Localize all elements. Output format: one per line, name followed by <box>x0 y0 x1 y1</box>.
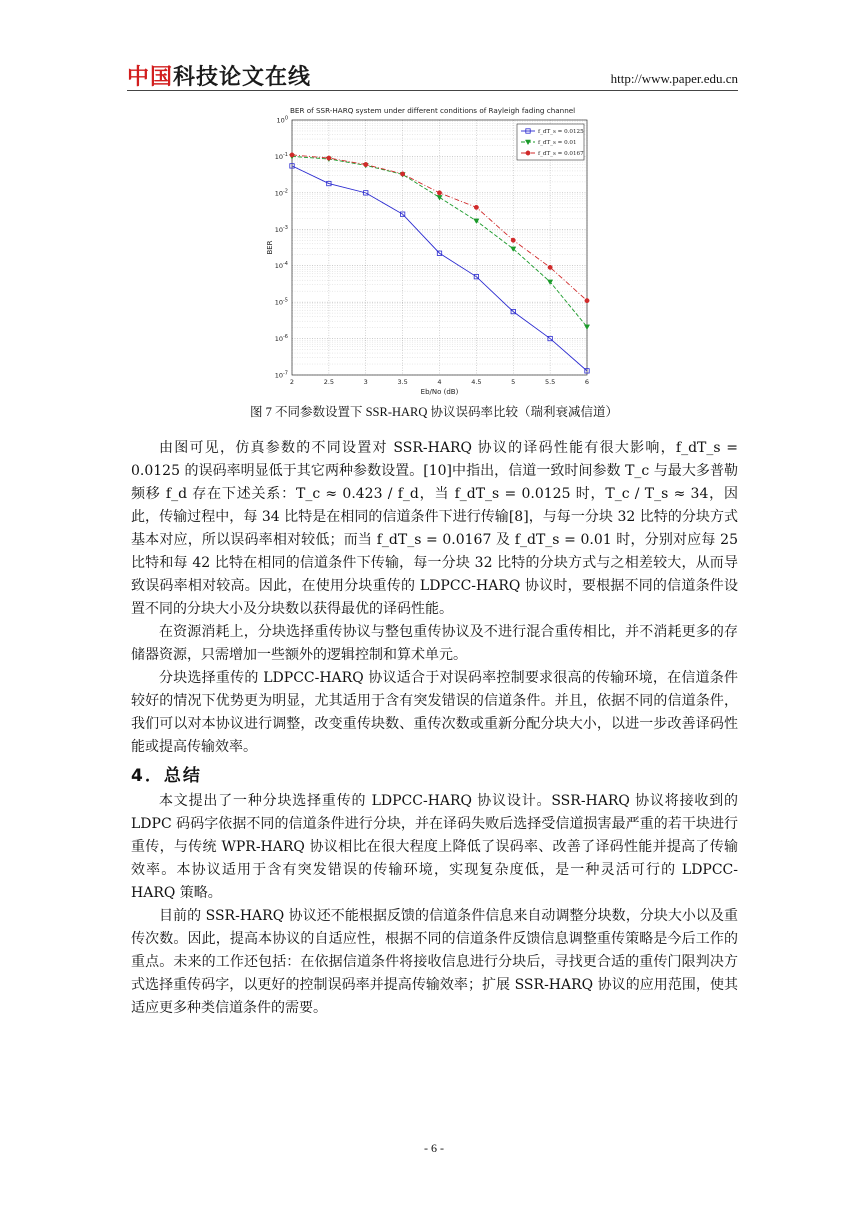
section-heading: 4．总结 <box>131 766 202 786</box>
legend-label: f_dT_s = 0.0125 <box>538 129 584 136</box>
paragraph-5: 目前的 SSR-HARQ 协议还不能根据反馈的信道条件信息来自动调整分块数，分块大小以及重传次数。因此，提高本协议的自适应性，根据不同的信道条件反馈信息调整重传策略是今后工作的重点。未来的工作还包括：在依据信道条件将接收信息进行分块后，寻找更合适的重传门限判决方式选择重传码字，以更好的控制误码率并提高传输效率；扩展 SSR-HARQ 协议的应用范围，使其适应更多种类信道条件的需要。 <box>131 908 738 1016</box>
series-3-point <box>437 191 441 195</box>
figure-caption: 图 7 不同参数设置下 SSR-HARQ 协议误码率比较（瑞利衰减信道） <box>249 405 619 419</box>
x-tick-label: 4.5 <box>471 378 482 386</box>
y-axis-label: BER <box>266 240 274 255</box>
x-tick-label: 2.5 <box>323 378 335 386</box>
x-tick-label: 3.5 <box>397 378 408 386</box>
y-tick-label: $10^0$ <box>276 115 288 125</box>
body-text <box>131 437 738 1020</box>
series-3-point <box>548 265 552 269</box>
legend-marker <box>526 151 530 155</box>
y-tick-label: $10^{-4}$ <box>274 261 288 271</box>
page-number: - 6 - <box>424 1141 444 1155</box>
y-tick-label: $10^{-2}$ <box>274 188 288 198</box>
paragraph-1: 由图可见，仿真参数的不同设置对 SSR-HARQ 协议的译码性能有很大影响，f_dT_s = 0.0125 的误码率明显低于其它两种参数设置。[10]中指出，信道一致时间参数 T_c 与最大多普勒频移 f_d 存在下述关系：T_c ≈ 0.423 / f_d，当 f_dT_s = 0.0125 时，T_c / T_s ≈ 34，因此，传输过程中，每 34 比特是在相同的信道条件下进行传输[8]，与每一分块 32 比特的分块方式基本对应，所以误码率相对较低；而当 f_dT_s = 0.0167 及 f_dT_s = 0.01 时，分别对应每 25 比特和每 42 比特在相同的信道条件下传输，每一分块 32 比特的分块方式与之相差较大，从而导致误码率相对较高。因此，在使用分块重传的 LDPCC-HARQ 协议时，要根据不同的信道条件设置不同的分块大小及分块数以获得最优的译码性能。 <box>131 440 738 617</box>
series-3-point <box>364 162 368 166</box>
series-3-point <box>400 172 404 176</box>
x-tick-label: 6 <box>584 378 590 386</box>
x-tick-label: 2 <box>289 378 295 386</box>
series-3-point <box>511 238 515 242</box>
legend-label: f_dT_s = 0.01 <box>538 140 577 147</box>
x-axis-label: Eb/No (dB) <box>420 388 459 396</box>
y-tick-label: $10^{-5}$ <box>274 297 288 307</box>
paragraph-2: 在资源消耗上，分块选择重传协议与整包重传协议及不进行混合重传相比，并不消耗更多的存储器资源，只需增加一些额外的逻辑控制和算术单元。 <box>131 624 738 663</box>
x-tick-label: 5 <box>511 378 516 386</box>
x-tick-label: 3 <box>363 378 368 386</box>
page-header <box>127 58 738 91</box>
paragraph-4: 本文提出了一种分块选择重传的 LDPCC-HARQ 协议设计。SSR-HARQ 协议将接收到的 LDPC 码码字依据不同的信道条件进行分块，并在译码失败后选择受信道损害最严重的若干块进行重传，与传统 WPR-HARQ 协议相比在很大程度上降低了误码率、改善了译码性能并提高了传输效率。本协议适用于含有突发错误的传输环境，实现复杂度低，是一种灵活可行的 LDPCC-HARQ 策略。 <box>131 793 738 901</box>
y-tick-label: $10^{-7}$ <box>274 370 288 380</box>
chart-title: BER of SSR-HARQ system under different conditions of Rayleigh fading channel <box>290 106 576 115</box>
legend-label: f_dT_s = 0.0167 <box>538 151 584 158</box>
ber-chart <box>262 100 602 400</box>
paragraph-3: 分块选择重传的 LDPCC-HARQ 协议适合于对误码率控制要求很高的传输环境，在信道条件较好的情况下优势更为明显，尤其适用于含有突发错误的信道条件。并且，依据不同的信道条件，我们可以对本协议进行调整，改变重传块数、重传次数或重新分配分块大小，以进一步改善译码性能或提高传输效率。 <box>131 670 738 755</box>
x-tick-label: 5.5 <box>544 378 556 386</box>
x-tick-label: 4 <box>437 378 442 386</box>
y-tick-label: $10^{-6}$ <box>274 334 288 344</box>
series-3-point <box>290 153 294 157</box>
logo-part-1: 中国 <box>127 65 174 90</box>
journal-logo <box>127 60 311 91</box>
series-3-point <box>474 205 478 209</box>
series-3-point <box>585 298 589 302</box>
y-tick-label: $10^{-3}$ <box>274 224 288 234</box>
logo-part-2: 科技论文在线 <box>173 65 312 90</box>
y-tick-label: $10^{-1}$ <box>274 151 288 161</box>
series-3-point <box>327 156 331 160</box>
header-url: http://www.paper.edu.cn <box>610 71 738 86</box>
